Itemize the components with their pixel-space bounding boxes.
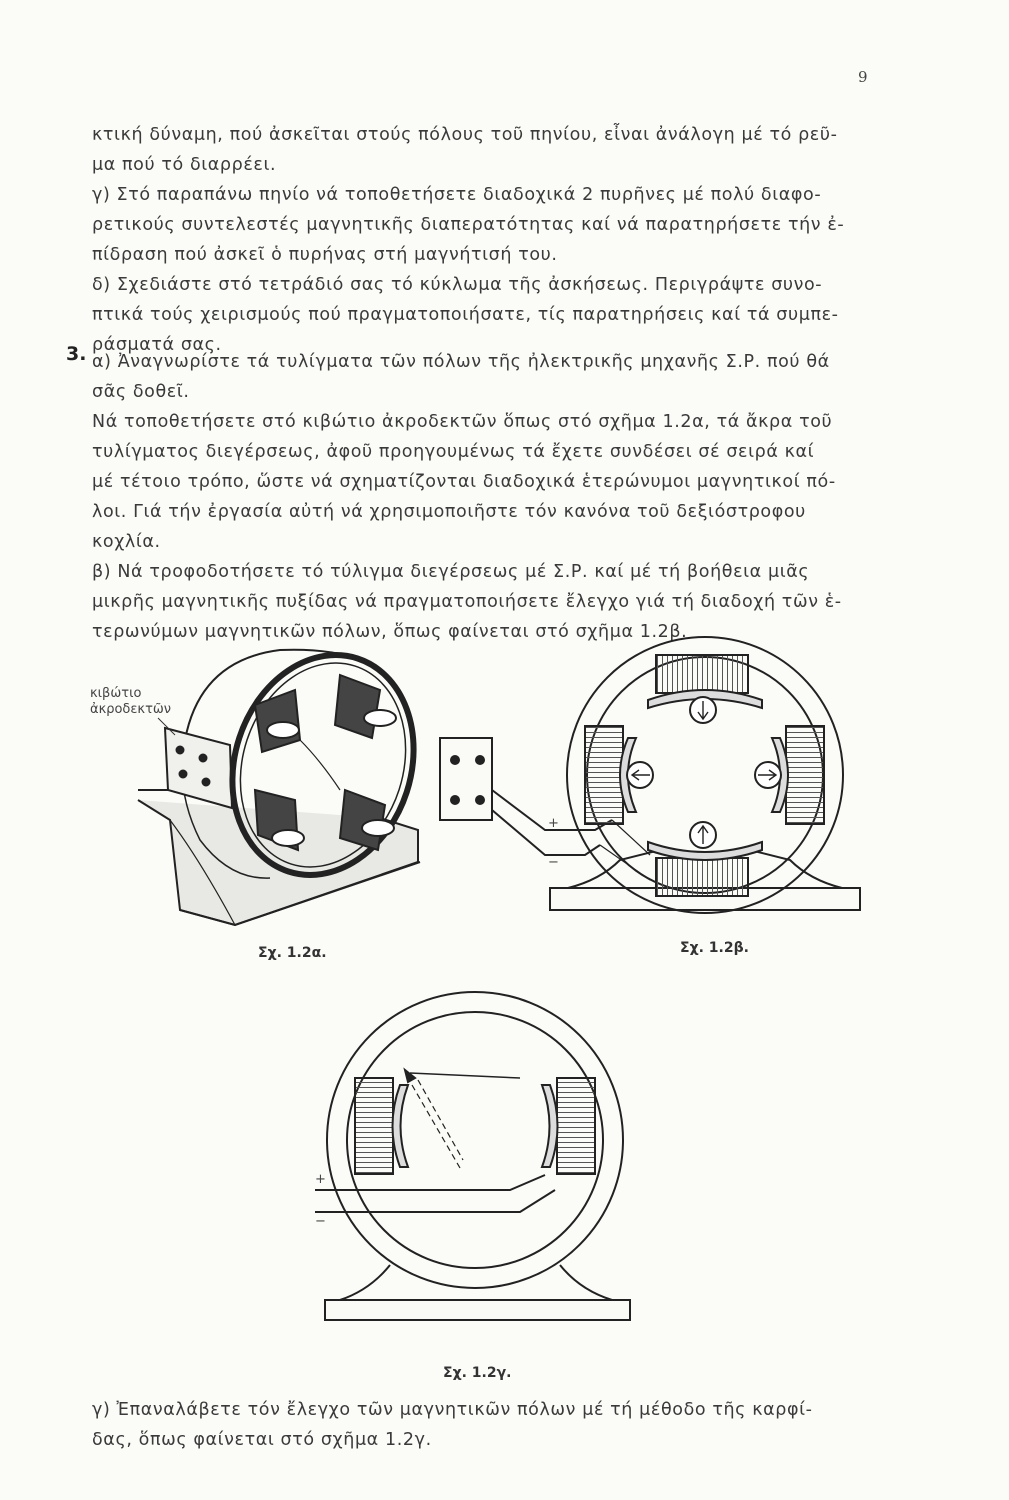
text-line: δας, ὅπως φαίνεται στό σχῆμα 1.2γ.: [92, 1430, 432, 1450]
text-line: μέ τέτοιο τρόπο, ὥστε νά σχηματίζονται διαδοχικά ἑτερώνυμοι μαγνητικοί πό-: [92, 472, 836, 492]
page-number: 9: [858, 68, 868, 86]
text-line: δ) Σχεδιάστε στό τετράδιό σας τό κύκλωμα τῆς ἀσκήσεως. Περιγράψτε συνο-: [92, 275, 823, 295]
text-line: γ) Ἐπαναλάβετε τόν ἔλεγχο τῶν μαγνητικῶν πόλων μέ τή μέθοδο τῆς καρφί-: [92, 1400, 813, 1420]
fig-b-minus: −: [548, 855, 559, 870]
text-line: κοχλία.: [92, 532, 161, 552]
figure-1-2b-section: [550, 637, 860, 913]
text-line: ράσματά σας.: [92, 335, 222, 355]
text-line: κτική δύναμη, πού ἀσκεῖται στούς πόλους τοῦ πηνίου, εἶναι ἀνάλογη μέ τό ρεῦ-: [92, 125, 838, 145]
section-number: 3.: [66, 343, 87, 365]
text-line: πίδραση πού ἀσκεῖ ὁ πυρήνας στή μαγνήτισή του.: [92, 245, 558, 265]
fig-a-label-line1: κιβώτιο: [90, 686, 142, 701]
text-line: ρετικούς συντελεστές μαγνητικῆς διαπερατότητας καί νά παρατηρήσετε τήν ἐ-: [92, 215, 845, 235]
fig-c-plus: +: [315, 1172, 326, 1187]
fig-c-minus: −: [315, 1214, 326, 1229]
text-line: μα πού τό διαρρέει.: [92, 155, 277, 175]
caption-fig-1-2b: Σχ. 1.2β.: [680, 940, 749, 956]
fig-b-plus: +: [548, 816, 559, 831]
text-line: γ) Στό παραπάνω πηνίο νά τοποθετήσετε διαδοχικά 2 πυρῆνες μέ πολύ διαφο-: [92, 185, 822, 205]
text-line: πτικά τούς χειρισμούς πού πραγματοποιήσατε, τίς παρατηρήσεις καί τά συμπε-: [92, 305, 839, 325]
caption-fig-1-2a: Σχ. 1.2α.: [258, 945, 327, 961]
text-line: σᾶς δοθεῖ.: [92, 382, 190, 402]
text-line: μικρῆς μαγνητικῆς πυξίδας νά πραγματοποιήσετε ἔλεγχο γιά τή διαδοχή τῶν ἑ-: [92, 592, 842, 612]
text-line: α) Ἀναγνωρίστε τά τυλίγματα τῶν πόλων τῆς ἠλεκτρικῆς μηχανῆς Σ.Ρ. πού θά: [92, 352, 830, 372]
caption-fig-1-2g: Σχ. 1.2γ.: [443, 1365, 512, 1381]
text-line: τερωνύμων μαγνητικῶν πόλων, ὅπως φαίνεται στό σχῆμα 1.2β.: [92, 622, 688, 642]
text-line: β) Νά τροφοδοτήσετε τό τύλιγμα διεγέρσεως μέ Σ.Ρ. καί μέ τή βοήθεια μιᾶς: [92, 562, 810, 582]
text-line: Νά τοποθετήσετε στό κιβώτιο ἀκροδεκτῶν ὅπως στό σχῆμα 1.2α, τά ἄκρα τοῦ: [92, 412, 833, 432]
fig-a-label-line2: ἀκροδεκτῶν: [90, 702, 172, 717]
figure-1-2g-section: [315, 992, 630, 1320]
text-line: τυλίγματος διεγέρσεως, ἀφοῦ προηγουμένως τά ἔχετε συνδέσει σέ σειρά καί: [92, 442, 815, 462]
text-line: λοι. Γιά τήν ἐργασία αὐτή νά χρησιμοποιῆστε τόν κανόνα τοῦ δεξιόστροφου: [92, 502, 806, 522]
figure-1-2a-machine: [138, 631, 441, 925]
